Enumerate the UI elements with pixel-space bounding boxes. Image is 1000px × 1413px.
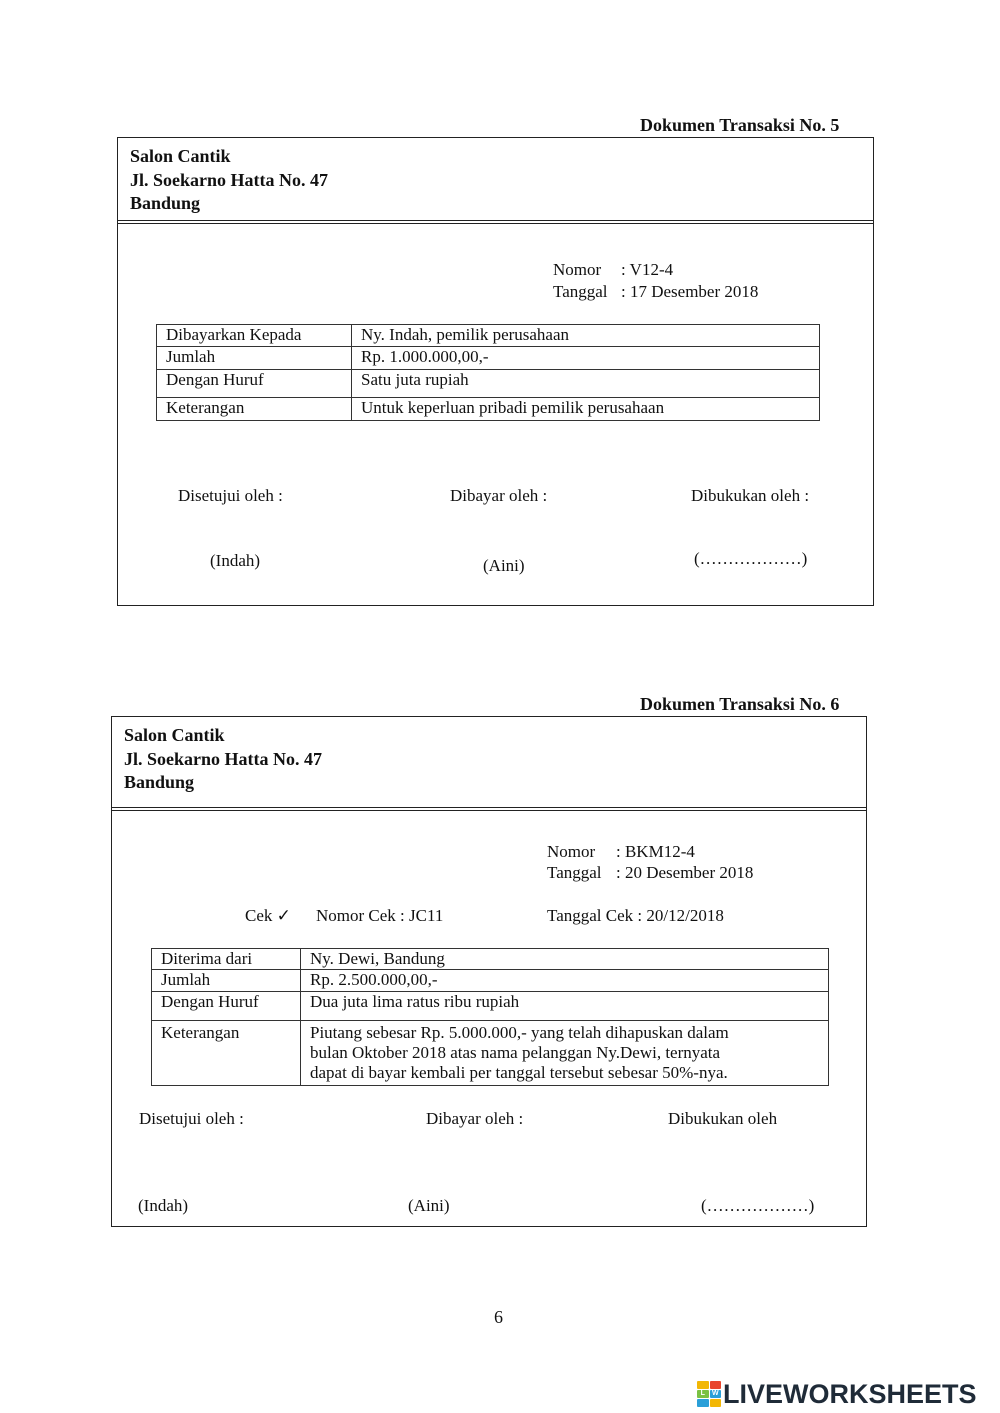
doc5-title: Dokumen Transaksi No. 5 bbox=[640, 115, 840, 135]
doc6-paid-name: (Aini) bbox=[408, 1196, 450, 1215]
row-label: Dengan Huruf bbox=[157, 370, 352, 398]
company-address: Jl. Soekarno Hatta No. 47 bbox=[124, 748, 322, 769]
row-label: Keterangan bbox=[152, 1021, 301, 1086]
row-value: Ny. Indah, pemilik perusahaan bbox=[352, 325, 820, 347]
row-label: Jumlah bbox=[152, 970, 301, 992]
doc5-paid-label: Dibayar oleh : bbox=[450, 486, 548, 505]
doc5-booked-label: Dibukukan oleh : bbox=[691, 486, 810, 505]
page-number: 6 bbox=[494, 1307, 503, 1327]
doc5-paid-name: (Aini) bbox=[483, 556, 525, 575]
doc6-booked-label: Dibukukan oleh bbox=[668, 1109, 778, 1128]
doc5-nomor-value: : V12-4 bbox=[621, 260, 674, 279]
row-value: Untuk keperluan pribadi pemilik perusahaan bbox=[352, 398, 820, 421]
row-value: Rp. 1.000.000,00,- bbox=[352, 347, 820, 370]
doc6-title: Dokumen Transaksi No. 6 bbox=[640, 694, 840, 714]
doc6-nomor-cek: Nomor Cek : JC11 bbox=[316, 906, 444, 925]
liveworksheets-logo bbox=[697, 1379, 977, 1409]
doc6-nomor-label: Nomor bbox=[547, 842, 596, 861]
table-row bbox=[152, 949, 829, 970]
doc5-tanggal-value: : 17 Desember 2018 bbox=[621, 282, 759, 301]
doc6-company bbox=[124, 724, 322, 795]
doc5-header bbox=[118, 138, 873, 224]
row-label: Dengan Huruf bbox=[152, 992, 301, 1021]
table-row bbox=[157, 370, 820, 398]
row-value: Satu juta rupiah bbox=[352, 370, 820, 398]
doc6-info-table bbox=[151, 948, 829, 1086]
doc5-company bbox=[130, 145, 328, 216]
table-row bbox=[157, 347, 820, 370]
doc5-approved-label: Disetujui oleh : bbox=[178, 486, 283, 505]
row-label: Jumlah bbox=[157, 347, 352, 370]
doc6-tanggal-label: Tanggal bbox=[547, 863, 602, 882]
row-label: Dibayarkan Kepada bbox=[157, 325, 352, 347]
row-value bbox=[301, 1021, 829, 1086]
row-value: Rp. 2.500.000,00,- bbox=[301, 970, 829, 992]
company-name: Salon Cantik bbox=[124, 725, 225, 745]
doc5-booked-name: (………………) bbox=[694, 549, 808, 568]
keterangan-line: dapat di bayar kembali per tanggal tersebut sebesar 50%-nya. bbox=[310, 1063, 728, 1082]
doc5-nomor-label: Nomor bbox=[553, 260, 602, 279]
doc6-approved-label: Disetujui oleh : bbox=[139, 1109, 244, 1128]
company-address: Jl. Soekarno Hatta No. 47 bbox=[130, 169, 328, 190]
table-row bbox=[152, 992, 829, 1021]
company-city: Bandung bbox=[124, 772, 195, 792]
doc6-header bbox=[112, 717, 866, 811]
keterangan-line: bulan Oktober 2018 atas nama pelanggan Ny.Dewi, ternyata bbox=[310, 1043, 721, 1062]
doc5-info-table bbox=[156, 324, 820, 421]
doc6-paid-label: Dibayar oleh : bbox=[426, 1109, 524, 1128]
keterangan-line: Piutang sebesar Rp. 5.000.000,- yang telah dihapuskan dalam bbox=[310, 1023, 729, 1042]
brand-name: LIVEWORKSHEETS bbox=[723, 1378, 977, 1409]
liveworksheets-icon: L W bbox=[697, 1381, 721, 1407]
row-label: Keterangan bbox=[157, 398, 352, 421]
doc6-approved-name: (Indah) bbox=[138, 1196, 189, 1215]
company-city: Bandung bbox=[130, 193, 201, 213]
table-row bbox=[152, 970, 829, 992]
table-row bbox=[157, 325, 820, 347]
row-value: Ny. Dewi, Bandung bbox=[301, 949, 829, 970]
company-name: Salon Cantik bbox=[130, 146, 231, 166]
doc6-nomor-value: : BKM12-4 bbox=[616, 842, 695, 861]
doc6-tanggal-cek: Tanggal Cek : 20/12/2018 bbox=[547, 906, 724, 925]
doc5-approved-name: (Indah) bbox=[210, 551, 261, 570]
doc5-tanggal-label: Tanggal bbox=[553, 282, 608, 301]
row-value: Dua juta lima ratus ribu rupiah bbox=[301, 992, 829, 1021]
table-row bbox=[152, 1021, 829, 1086]
doc6-tanggal-value: : 20 Desember 2018 bbox=[616, 863, 754, 882]
doc6-booked-name: (………………) bbox=[701, 1196, 815, 1215]
doc6-cek-check: Cek ✓ bbox=[245, 906, 291, 925]
row-label: Diterima dari bbox=[152, 949, 301, 970]
table-row bbox=[157, 398, 820, 421]
